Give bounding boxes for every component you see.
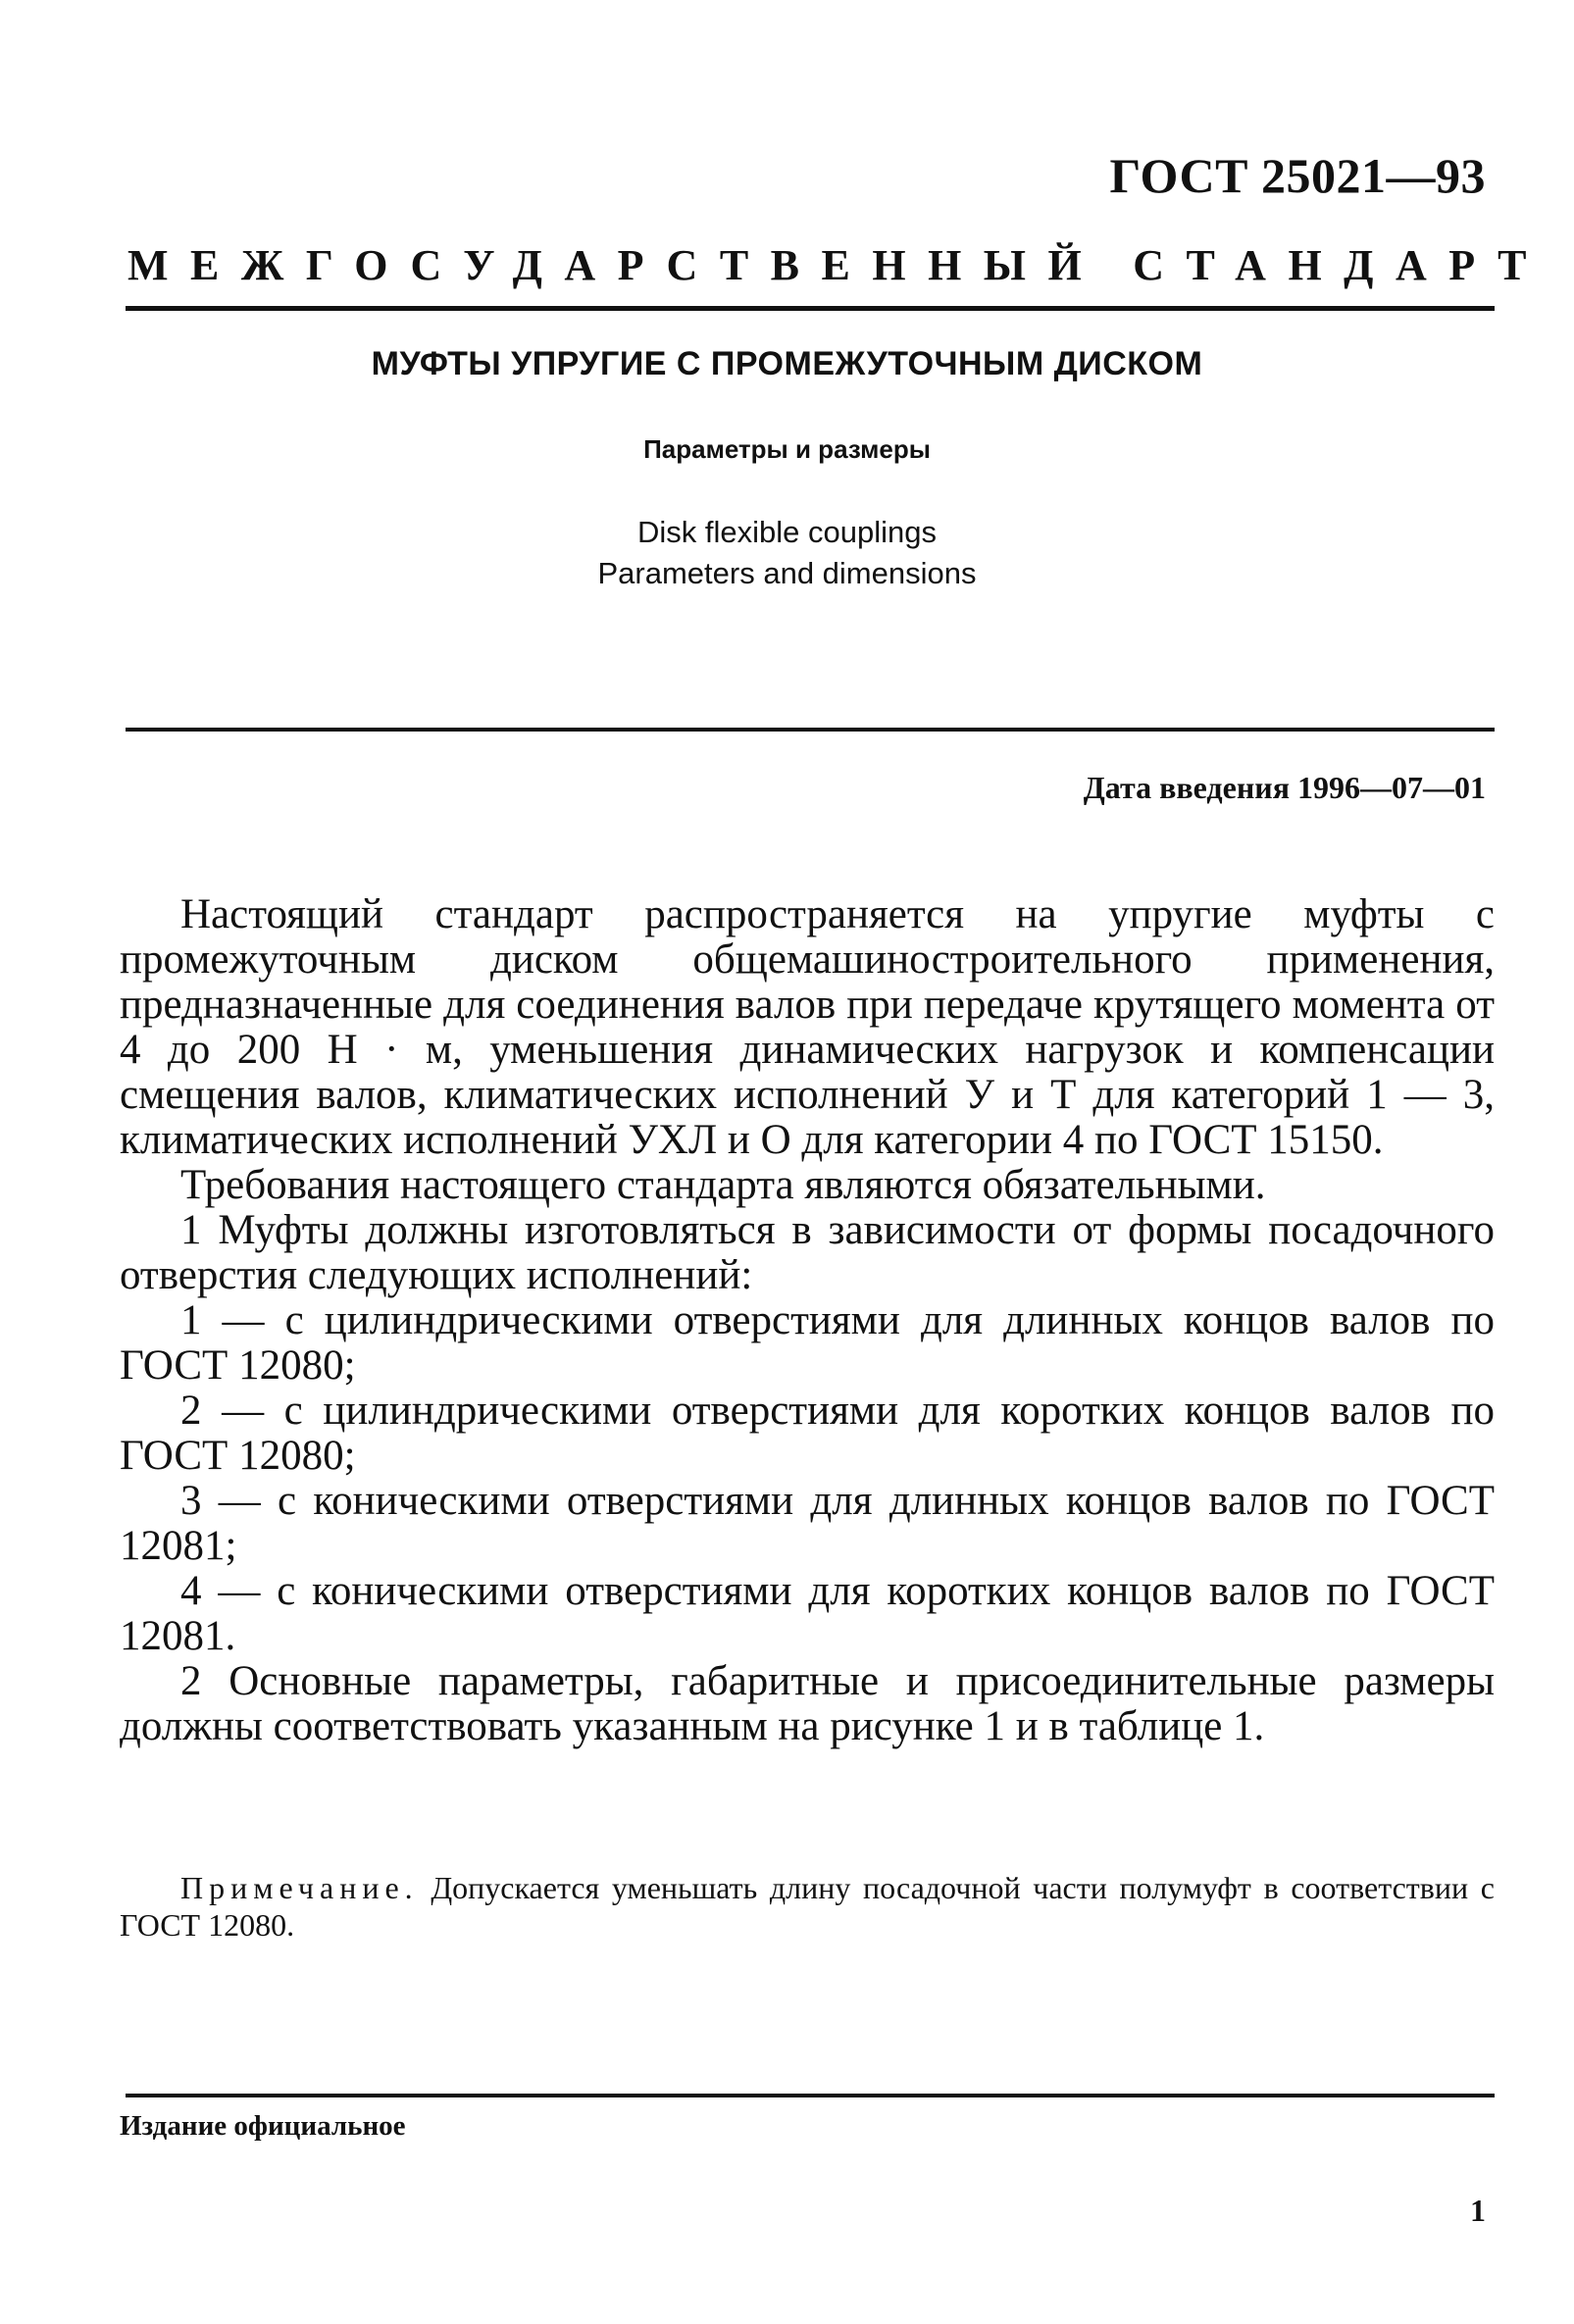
footer-divider — [126, 2094, 1495, 2097]
page-number: 1 — [1470, 2193, 1486, 2228]
list-item-version-1: 1 — с цилиндрическими отверстиями для длинных концов валов по ГОСТ 12080; — [120, 1297, 1495, 1389]
list-item-version-3: 3 — с коническими отверстиями для длинных концов валов по ГОСТ 12081; — [120, 1478, 1495, 1569]
list-item-version-4: 4 — с коническими отверстиями для коротких концов валов по ГОСТ 12081. — [120, 1568, 1495, 1659]
standard-number: ГОСТ 25021—93 — [1109, 148, 1486, 203]
paragraph-mandatory: Требования настоящего стандарта являются обязательными. — [180, 1162, 1266, 1208]
note-label: Примечание. — [180, 1870, 419, 1905]
body-text — [120, 892, 1495, 1749]
english-title — [0, 512, 1574, 594]
paragraph-scope: Настоящий стандарт распространяется на упругие муфты с промежуточным диском общемашиностроительного применения, предназначенные для соединения валов при передаче крутящего момента от 4 до 200 Н · м, уменьшения динамических нагрузок и компенсации смещения валов, климатических исполнений У и Т для категорий 1 — 3, климатических исполнений УХЛ и О для категории 4 по ГОСТ 15150. — [120, 891, 1495, 1163]
title-divider — [126, 728, 1495, 732]
introduction-date: Дата введения 1996—07—01 — [1083, 770, 1486, 805]
list-item-version-2: 2 — с цилиндрическими отверстиями для коротких концов валов по ГОСТ 12080; — [120, 1388, 1495, 1479]
english-title-line-1: Disk flexible couplings — [637, 515, 937, 549]
header-divider — [126, 306, 1495, 311]
standard-word: СТАНДАРТ — [1133, 241, 1549, 289]
note — [120, 1869, 1495, 1944]
english-title-line-2: Parameters and dimensions — [597, 556, 977, 590]
document-title: МУФТЫ УПРУГИЕ С ПРОМЕЖУТОЧНЫМ ДИСКОМ — [371, 345, 1203, 382]
interstate-word: МЕЖГОСУДАРСТВЕННЫЙ — [127, 241, 1104, 289]
document-subtitle: Параметры и размеры — [643, 434, 931, 464]
note-text: Допускается уменьшать длину посадочной части полумуфт в соответствии с ГОСТ 12080. — [120, 1870, 1496, 1943]
official-edition-label: Издание официальное — [120, 2110, 406, 2142]
paragraph-clause-2: 2 Основные параметры, габаритные и присоединительные размеры должны соответствовать указанным на рисунке 1 и в таблице 1. — [120, 1658, 1495, 1749]
paragraph-clause-1: 1 Муфты должны изготовляться в зависимости от формы посадочного отверстия следующих исполнений: — [120, 1207, 1495, 1298]
interstate-standard-heading — [127, 240, 1549, 290]
